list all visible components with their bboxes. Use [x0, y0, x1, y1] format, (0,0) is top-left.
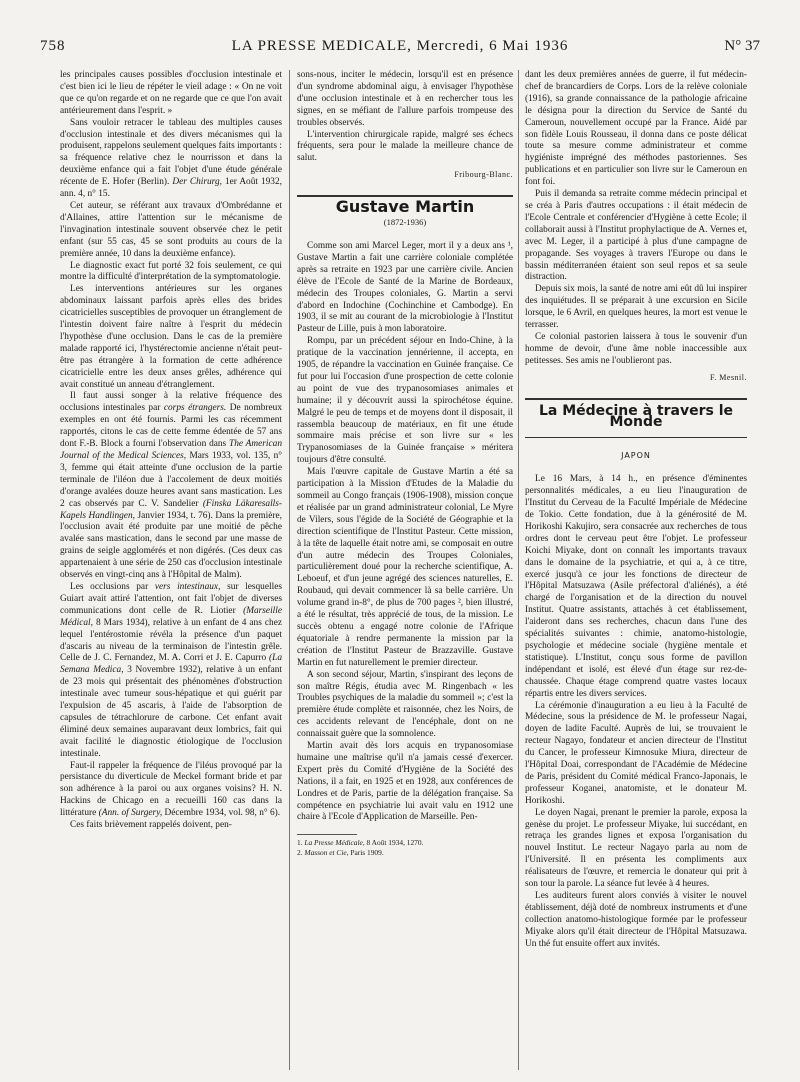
- paragraph: Le 16 Mars, à 14 h., en présence d'éminentes personnalités médicales, a eu lieu l'inauguration de l'Institut du Cerveau de la Faculté Impériale de Médecine de Tokio. Cette fondation, due à la générosité de M. Horikoshi Kakujiro, sera consacrée aux recherches de tous ordres dont le cerveau peut être l'objet. Le professeur Koichi Miyake, dont on connaît les importants travaux dans le domaine de la psychiatrie, et qui a, à ce titre, exercé jusqu'à ce jour les fonctions de directeur de l'Hôpital Matsuzawa (Asile préfectoral d'aliénés), a été chargé de l'organisation et de la direction du nouvel Institut. Quatre assistants, attachés à cet établissement, l'aideront dans ses recherches, chacun dans l'une des spécialités suivantes : chimie, anatomo-histologie, psychologie et médecine sociale (hygiène mentale et statistique). L'Institut, conçu sous forme de pavillon indépendant et isolé, est élevé d'un étage sur rez-de-chaussée. Chaque étage comprend quatre vastes locaux répartis entre les divers services.: [525, 474, 747, 699]
- section-title: La Médecine à travers le Monde: [538, 402, 733, 431]
- paragraph: Depuis six mois, la santé de notre ami eût dû lui inspirer des inquiétudes. Il se préparait à une excursion en Sicile lorsque, le 6 Avril, en quelques heures, la mort est venue le terrasser.: [525, 284, 747, 331]
- paragraph: Il faut aussi songer à la relative fréquence des occlusions intestinales par corps étrangers. De nombreux exemples en ont été fournis. Parmi les cas récemment rapportés, citons le cas de cette femme édentée de 57 ans dont F.-B. Block a fourni l'observation dans The American Journal of the Medical Sciences, Mars 1933, vol. 135, n° 3, femme qui était atteinte d'une occlusion de la partie terminale de l'iléon due à l'accolement de deux moitiés d'orange avalées douze heures avant sans mastication. Les 2 cas observés par C. V. Sandelier (Finska Läkaresalls-Kapels Handlingen, Janvier 1934, t. 76). Dans la première, l'occlusion avait été produite par une moitié de pêche avalée sans mastication, dans le second par une masse de grains de seigle agglomérés et non digérés. (Ces deux cas appartenaient à une série de 250 cas d'occlusion intestinale observés en vingt-cinq ans à l'Hôpital de Malm).: [60, 391, 283, 581]
- paragraph: Le doyen Nagai, prenant le premier la parole, exposa la genèse du projet. Le professeur Miyake, lui succédant, en retraça les grandes lignes et exposa l'organisation du nouvel Institut. Le recteur Nagayo parla au nom de l'Université. Il en présenta les compliments aux réalisateurs de l'œuvre, et remercia le donateur qui prit à son tour la parole. La séance fut levée à 4 heures.: [525, 807, 747, 890]
- paragraph: L'intervention chirurgicale rapide, malgré ses échecs fréquents, sera pour le malade la meilleure chance de salut.: [297, 129, 513, 164]
- column-3: [525, 70, 747, 951]
- column-rule: [289, 70, 290, 1070]
- paragraph: les principales causes possibles d'occlusion intestinale et c'est bien ici le lieu de répéter le vieil adage : « On ne voit que ce qu'on regarde et on ne regarde que ce que l'on avait antérieurement dans l'esprit. »: [60, 70, 282, 116]
- footnote-rule: [297, 834, 357, 835]
- paragraph: Mais l'œuvre capitale de Gustave Martin a été sa participation à la Mission d'Etudes de la Maladie du sommeil au Congo français (1906-1908), mission conçue et réalisée par un grand administrateur colonial, Le Myre de Vilers, sous l'égide de la Société de Géographie et la direction scientifique de l'Institut Pasteur. Cette mission, à la tête de laquelle était notre ami, se composait en outre d'un autre médecin des Troupes Coloniales, particulièrement doué pour la recherche scientifique, A. Leboeuf, et d'un jeune agrégé des sciences naturelles, E. Roubaud, qui devait commencer là sa belle carrière. Un volume grand in-8°, de plus de 700 pages ², bien illustré, a été le résultat, très apprécié de tous, de la mission. Le succès obtenu a engagé notre colonie de l'Afrique équatoriale à rendre permanente la mission par la création de l'Institut Pasteur de Brazzaville. Gustave Martin en fut naturellement le premier directeur.: [297, 467, 513, 668]
- paragraph: sons-nous, inciter le médecin, lorsqu'il est en présence d'un syndrome abdominal aigu, à envisager l'hypothèse d'une occlusion intestinale et à en rechercher tous les signes, en se méfiant de l'allure parfois trompeuse des troubles observés.: [297, 70, 513, 128]
- section-divider: [525, 398, 747, 400]
- paragraph: Sans vouloir retracer le tableau des multiples causes d'occlusion intestinale et des divers mécanismes qui la produisent, rappelons seulement quelques faits importants : sa fréquence relative chez le nourrisson et dans la deuxième enfance qui a fait l'objet d'une étude générale récente de E. Hofer (Berlin). Der Chirurg, 1er Août 1932, ann. 4, n° 15.: [60, 117, 282, 200]
- obituary-dates: (1872-1936): [383, 217, 427, 228]
- column-1: [60, 70, 282, 832]
- author-signature: Fribourg-Blanc.: [454, 170, 513, 180]
- paragraph: Faut-il rappeler la fréquence de l'iléus provoqué par la persistance du diverticule de Meckel formant bride et par son adhérence à la paroi ou aux organes voisins? H. N. Hackins de Chicago en a recueilli 160 cas dans la littérature (Ann. of Surgery, Décembre 1934, vol. 98, n° 6).: [60, 760, 282, 819]
- column-2: [297, 70, 513, 857]
- footnote: 1. La Presse Médicale, 8 Août 1934, 1270.: [297, 838, 424, 848]
- paragraph: Les occlusions par vers intestinaux, sur lesquelles Guiart avait attiré l'attention, ont fait l'objet de diverses communications dont celle de R. Liotier (Marseille Médical, 8 Mars 1934), relative à un enfant de 4 ans chez lequel l'entérostomie révéla la présence d'un paquet d'ascaris au niveau de la terminaison de l'intestin grêle. Celle de J. C. Fernandez, M. A. Corri et J. E. Capurro (La Semana Medica, 3 Novembre 1932), relative à un enfant de 23 mois qui présentait des phénomènes d'obstruction intestinale avec tumeur sous-hépatique et qui guérit par l'expulsion de 45 ascaris, à l'aide de l'absorption de capsules de tétrachlorure de carbone. Cet enfant avait éliminé deux semaines auparavant deux lombrics, fait qui avait facilité le diagnostic étiologique de l'occlusion intestinale.: [60, 581, 282, 759]
- paragraph: Comme son ami Marcel Leger, mort il y a deux ans ¹, Gustave Martin a fait une carrière coloniale complétée après sa retraite en 1923 par une carrière civile. Ancien élève de l'Ecole de Santé de la Marine de Bordeaux, médecin des Troupes coloniales, G. Martin a servi d'abord en Indochine (Cochinchine et Cambodge). En 1903, il se mit au courant de la microbiologie à l'Institut Pasteur de Lille, puis à mon laboratoire.: [297, 240, 513, 335]
- paragraph: Le diagnostic exact fut porté 32 fois seulement, ce qui montre la difficulté d'interprétation de la symptomatologie.: [60, 260, 282, 283]
- country-subhead: JAPON: [621, 451, 651, 461]
- page-header: [40, 38, 760, 60]
- section-divider: [525, 437, 747, 438]
- paragraph: Ces faits brièvement rappelés doivent, pen-: [70, 820, 232, 831]
- paragraph: Cet auteur, se référant aux travaux d'Ombrédanne et d'Allaines, attire l'attention sur le mécanisme de l'invagination intestinale souvent observée chez le petit enfant (sur 55 cas, 45 se sont produits au cours de la première année, 10 dans la deuxième enfance).: [60, 200, 282, 259]
- paragraph: Martin avait dès lors acquis en trypanosomiase humaine une maîtrise qu'il n'a jamais cessé d'exercer. Expert près du Comité d'Hygiène de la Société des Nations, il a fait, en 1925 et en 1928, aux conférences de Londres et de Paris, partie de la délégation française. Sa compétence en psychiatrie lui avait valu en 1912 une chaire à l'Ecole d'Application de Marseille. Pen-: [297, 741, 513, 823]
- paragraph: Les interventions antérieures sur les organes abdominaux laissant parfois après elles des brides cicatricielles susceptibles de provoquer un étranglement de l'intestin doivent faire naître à l'esprit du médecin l'hypothèse d'une occlusion. Dans le cas de la première malade rapporté ici, l'hystérectomie ancienne n'était peut-être pas étrangère à la formation de cette adhérence cicatricielle entre les deux anses grêles, adhérence qui avait constitué un anneau d'étranglement.: [60, 284, 282, 390]
- obituary-title: Gustave Martin: [335, 197, 475, 217]
- issue-number: N° 37: [724, 38, 760, 54]
- author-signature: F. Mesnil.: [709, 372, 747, 382]
- paragraph: Rompu, par un précédent séjour en Indo-Chine, à la pratique de la vaccination jennérienne, il accepta, en 1905, de répandre la vaccination en Guinée française. Ce fut pour lui l'occasion d'une prospection de cette colonie au point de vue des trypanosomiases animales et humaine; il y découvrit aussi la spirochétose équine. Malgré le peu de temps et de moyens dont il disposait, il rassembla beaucoup de matériaux, en fit une étude sommaire mais précise et son livre sur « les Trypanosomiases de la Guinée française » méritera toujours d'être consulté.: [297, 336, 513, 466]
- paragraph: Puis il demanda sa retraite comme médecin principal et se créa à Paris d'autres occupations : il était médecin de l'Ecole Centrale et conférencier d'Hygiène à cette Ecole; il collaborait aussi à l'Institut prophylactique de A. Vernes et, avec M. Leger, il a participé à plus d'une campagne de propagande. Ses voyages à travers l'Europe ou dans le bassin méditerranéen étaient son seul repos et sa seule distraction.: [525, 189, 747, 283]
- paragraph: A son second séjour, Martin, s'inspirant des leçons de son maître Régis, étudia avec M. Ringenbach « les Troubles psychiques de la maladie du sommeil »; c'est la première étude complète et raisonnée, chez les Noirs, de ces accidents relevant de l'encéphale, dont on ne connaissait guère que la somnolence.: [297, 669, 513, 740]
- page-number: 758: [40, 38, 66, 54]
- paragraph: Ce colonial pastorien laissera à tous le souvenir d'un homme de devoir, d'une âme noble inaccessible aux petitesses. Ses amis ne l'oublieront pas.: [525, 331, 747, 366]
- paragraph: Les auditeurs furent alors conviés à visiter le nouvel établissement, déjà doté de nombreux instruments et d'une collection anatomo-histologique formée par le professeur Miyake alors qu'il était directeur de l'Hôpital Matsuzawa. Un thé fut ensuite offert aux invités.: [525, 891, 747, 949]
- footnote: 2. Masson et Cie, Paris 1909.: [297, 847, 384, 857]
- column-rule: [518, 70, 519, 1070]
- journal-title: LA PRESSE MEDICALE, Mercredi, 6 Mai 1936: [231, 38, 569, 54]
- paragraph: dant les deux premières années de guerre, il fut médecin-chef de brancardiers de Corps. Lors de la relève coloniale (1916), sa grande connaissance de la pathologie africaine le désigna pour la direction du Service de Santé du Cameroun, nouvellement occupé par la France. Aidé par son fidèle Louis Rousseau, il donna dans ce poste délicat toute sa mesure comme administrateur et comme hygiéniste imprégné des méthodes pastoriennes. Ses publications et en particulier son livre sur le Cameroun en font foi.: [525, 70, 747, 188]
- paragraph: La cérémonie d'inauguration a eu lieu à la Faculté de Médecine, sous la présidence de M. le professeur Nagai, doyen de ladite Faculté. Auprès de lui, se trouvaient le recteur Nagayo, fondateur et ancien directeur de l'Institut du Cancer, le professeur Kimnosuke Miura, directeur de l'Hôpital Doai, correspondant de l'Académie de Médecine de Paris, président du Comité médical Franco-Japonais, le professeur Koganei, anatomiste, et le donateur M. Horikoshi.: [525, 700, 747, 806]
